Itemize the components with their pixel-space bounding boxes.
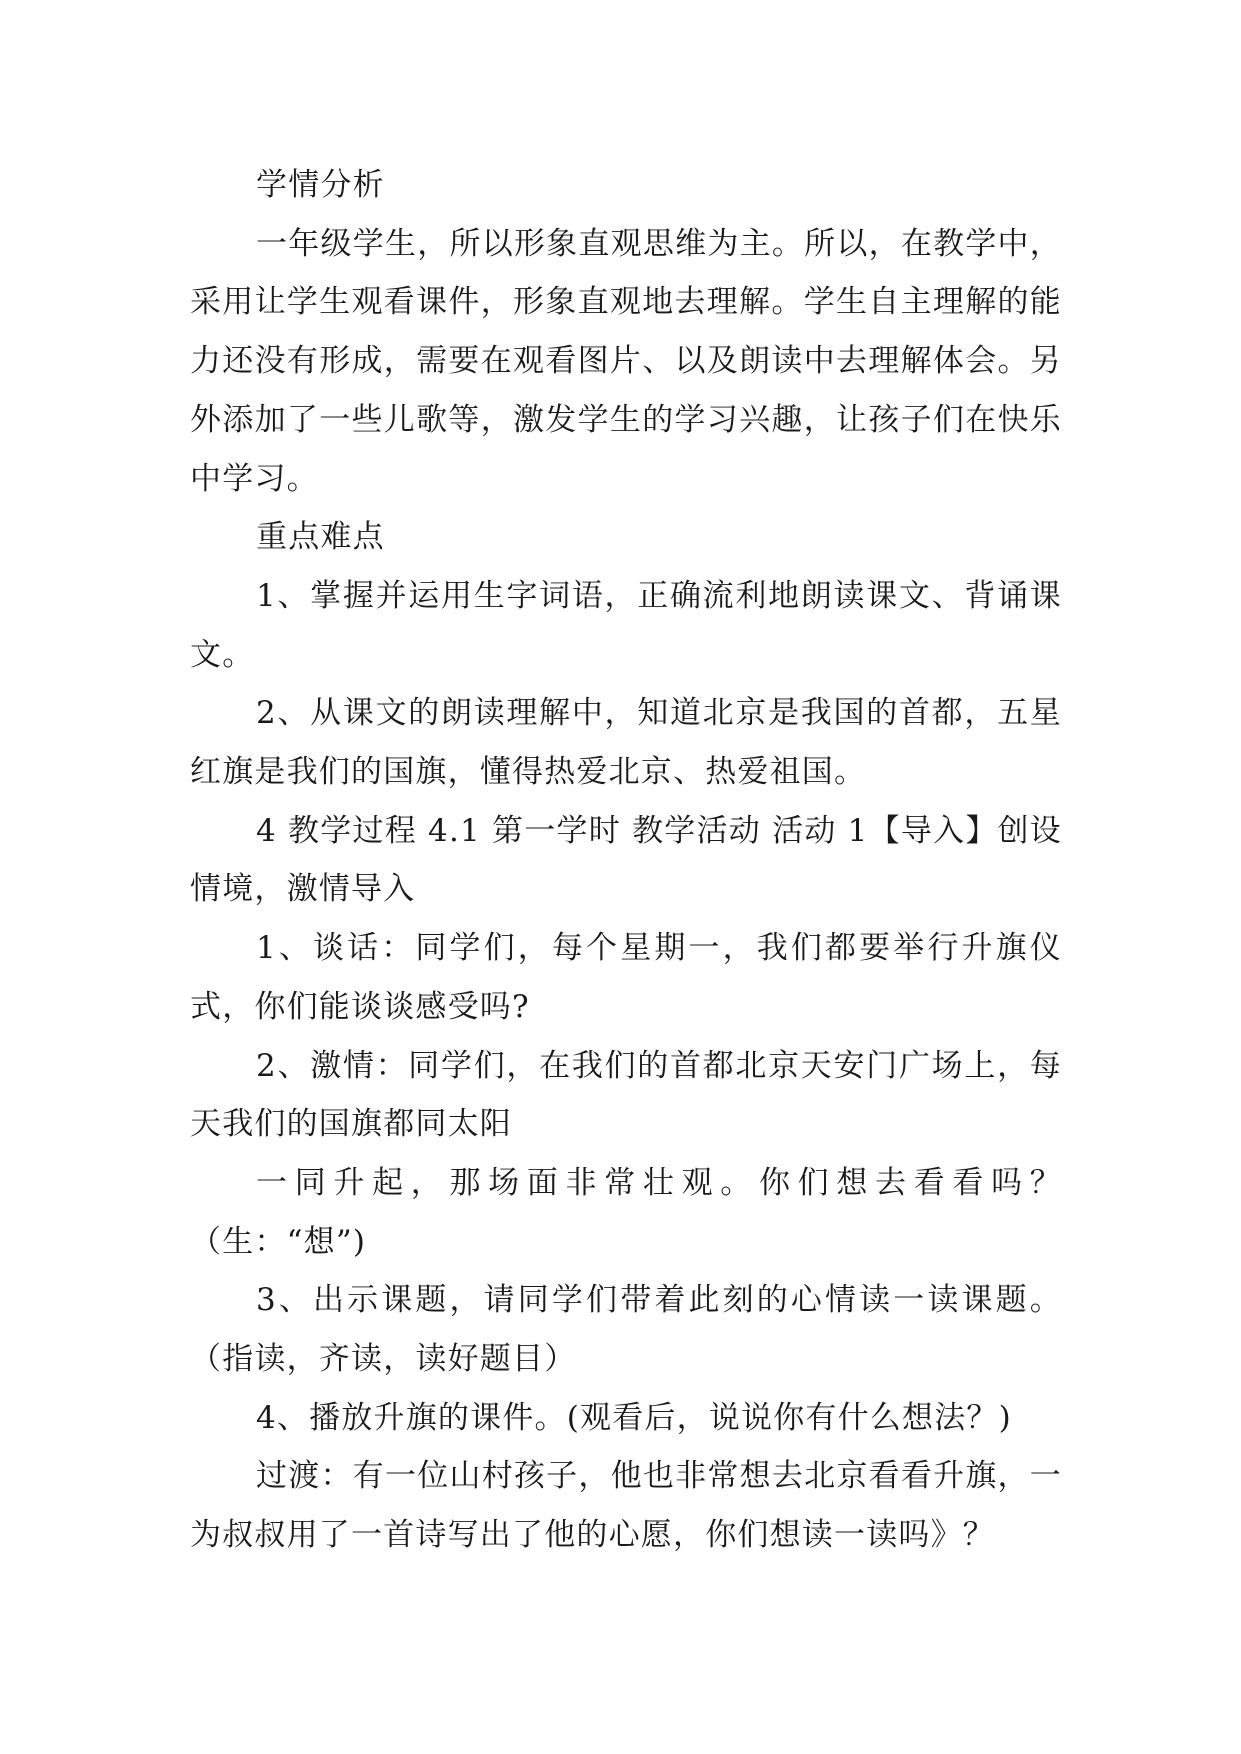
paragraph-step-4: 4、播放升旗的课件。(观看后，说说你有什么想法？) <box>256 1399 1012 1436</box>
paragraph-transition: 过渡：有一位山村孩子，他也非常想去北京看看升旗，一为叔叔用了一首诗写出了他的心愿，你们想读一读吗》？ <box>190 1458 1062 1554</box>
paragraph-learning-analysis: 一年级学生，所以形象直观思维为主。所以，在教学中，采用让学生观看课件，形象直观地去理解。学生自主理解的能力还没有形成，需要在观看图片、以及朗读中去理解体会。另外添加了一些儿歌等，激发学生的学习兴趣，让孩子们在快乐中学习。 <box>190 225 1062 497</box>
paragraph-step-3: 3、出示课题，请同学们带着此刻的心情读一读课题。（指读，齐读，读好题目） <box>190 1282 1062 1378</box>
paragraph-teaching-process: 4 教学过程 4.1 第一学时 教学活动 活动 1【导入】创设情境，激情导入 <box>190 812 1062 908</box>
paragraph-step-2: 2、激情：同学们，在我们的首都北京天安门广场上，每天我们的国旗都同太阳 <box>190 1047 1062 1143</box>
section-heading-key-points: 重点难点 <box>256 519 385 556</box>
section-heading-learning-analysis: 学情分析 <box>256 167 385 203</box>
paragraph-step-1: 1、谈话：同学们，每个星期一，我们都要举行升旗仪式，你们能谈谈感受吗? <box>190 930 1062 1025</box>
paragraph-key-point-1: 1、掌握并运用生字词语，正确流利地朗读课文、背诵课文。 <box>190 577 1062 673</box>
paragraph-key-point-2: 2、从课文的朗读理解中，知道北京是我国的首都，五星红旗是我们的国旗，懂得热爱北京、热爱祖国。 <box>190 695 1062 791</box>
paragraph-step-2-continued: 一同升起，那场面非常壮观。你们想去看看吗？（生：“想”) <box>190 1164 1062 1260</box>
document-body <box>190 156 1062 1565</box>
